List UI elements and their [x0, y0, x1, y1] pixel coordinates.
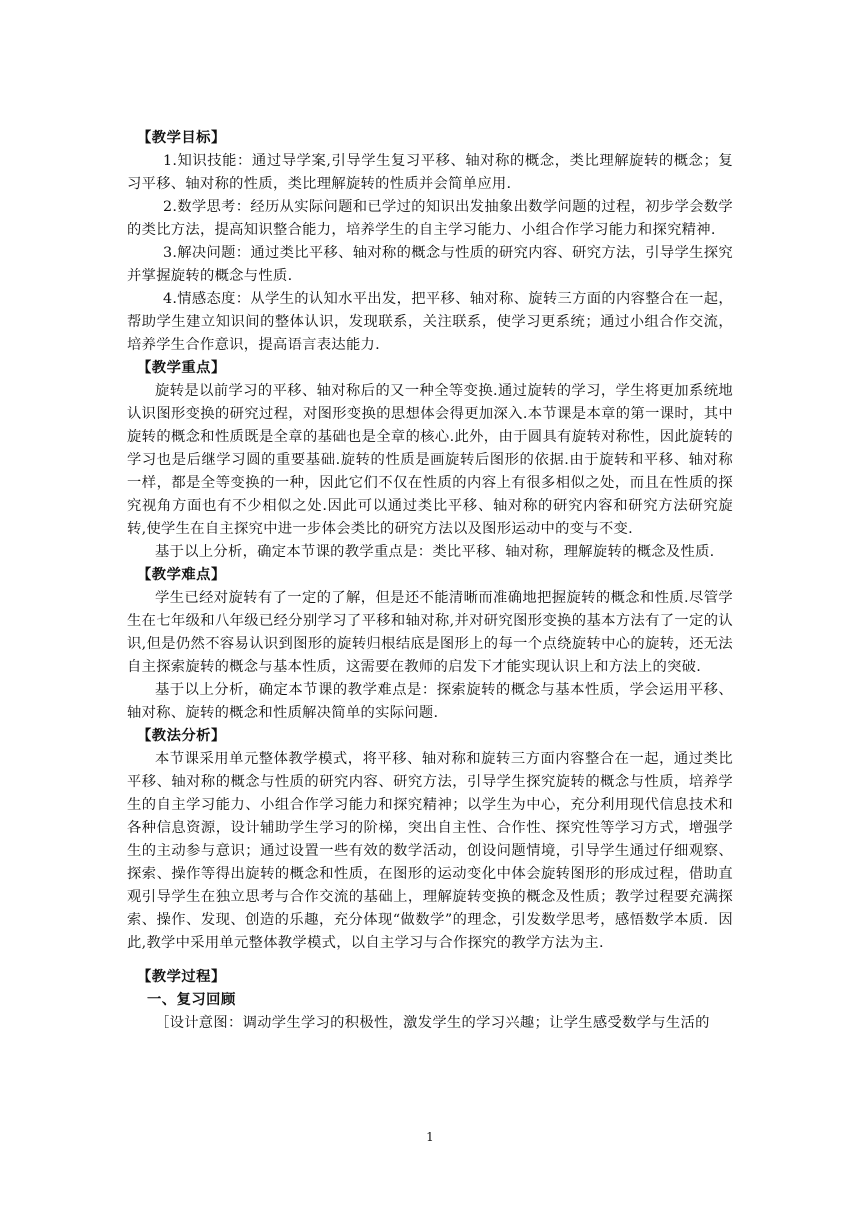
difficulties-paragraph-2: 基于以上分析，确定本节课的教学难点是：探索旋转的概念与基本性质，学会运用平移、轴对称、旋转的概念和性质解决简单的实际问题. [127, 682, 733, 721]
page-number: 1 [426, 1130, 434, 1144]
key-points-heading: 【教学重点】 [137, 360, 226, 376]
objective-item-2: 2.数学思考：经历从实际问题和已学过的知识出发抽象出数学问题的过程，初步学会数学的类比方法，提高知识整合能力，培养学生的自主学习能力、小组合作学习能力和探究精神. [127, 199, 733, 238]
objective-item-1: 1.知识技能：通过导学案,引导学生复习平移、轴对称的概念，类比理解旋转的概念；复习平移、轴对称的性质，类比理解旋转的性质并会简单应用. [127, 153, 733, 192]
section-gap [127, 955, 733, 966]
objective-item-4: 4.情感态度：从学生的认知水平出发，把平移、轴对称、旋转三方面的内容整合在一起，帮助学生建立知识间的整体认识，发现联系，关注联系，使学习更系统；通过小组合作交流，培养学生合作意识，提高语言表达能力. [127, 291, 733, 353]
process-heading: 【教学过程】 [137, 969, 226, 985]
methods-heading: 【教法分析】 [137, 728, 226, 744]
methods-paragraph-1: 本节课采用单元整体教学模式，将平移、轴对称和旋转三方面内容整合在一起，通过类比平移、轴对称的概念与性质的研究内容、研究方法，引导学生探究旋转的概念与性质，培养学生的自主学习能力、小组合作学习能力和探究精神；以学生为中心，充分利用现代信息技术和各种信息资源，设计辅助学生学习的阶梯，突出自主性、合作性、探究性等学习方式，增强学生的主动参与意识；通过设置一些有效的数学活动，创设问题情境，引导学生通过仔细观察、探索、操作等得出旋转的概念和性质，在图形的运动变化中体会旋转图形的形成过程，借助直观引导学生在独立思考与合作交流的基础上，理解旋转变换的概念及性质；教学过程要充满探索、操作、发现、创造的乐趣，充分体现“做数学”的理念，引发数学思考，感悟数学本质．因此,教学中采用单元整体教学模式，以自主学习与合作探究的教学方法为主. [127, 751, 733, 951]
objectives-heading: 【教学目标】 [137, 130, 226, 146]
difficulties-paragraph-1: 学生已经对旋转有了一定的了解，但是还不能清晰而准确地把握旋转的概念和性质.尽管学生在七年级和八年级已经分别学习了平移和轴对称,并对研究图形变换的基本方法有了一定的认识,但是仍然不容易认识到图形的旋转归根结底是图形上的每一个点绕旋转中心的旋转，还无法自主探索旋转的概念与基本性质，这需要在教师的启发下才能实现认识上和方法上的突破. [127, 590, 733, 675]
key-points-paragraph-1: 旋转是以前学习的平移、轴对称后的又一种全等变换.通过旋转的学习，学生将更加系统地认识图形变换的研究过程，对图形变换的思想体会得更加深入.本节课是本章的第一课时，其中旋转的概念和性质既是全章的基础也是全章的核心.此外，由于圆具有旋转对称性，因此旋转的学习也是后继学习圆的重要基础.旋转的性质是画旋转后图形的依据.由于旋转和平移、轴对称一样，都是全等变换的一种，因此它们不仅在性质的内容上有很多相似之处，而且在性质的探究视角方面也有不少相似之处.因此可以通过类比平移、轴对称的研究内容和研究方法研究旋转,使学生在自主探究中进一步体会类比的研究方法以及图形运动中的变与不变. [127, 383, 733, 537]
process-paragraph-1: ［设计意图：调动学生学习的积极性，激发学生的学习兴趣；让学生感受数学与生活的 [155, 1015, 710, 1031]
difficulties-heading: 【教学难点】 [137, 567, 226, 583]
key-points-paragraph-2: 基于以上分析，确定本节课的教学重点是：类比平移、轴对称，理解旋转的概念及性质. [155, 544, 715, 560]
process-subheading: 一、复习回顾 [147, 992, 236, 1008]
objective-item-3: 3.解决问题：通过类比平移、轴对称的概念与性质的研究内容、研究方法，引导学生探究并掌握旋转的概念与性质. [127, 245, 733, 284]
